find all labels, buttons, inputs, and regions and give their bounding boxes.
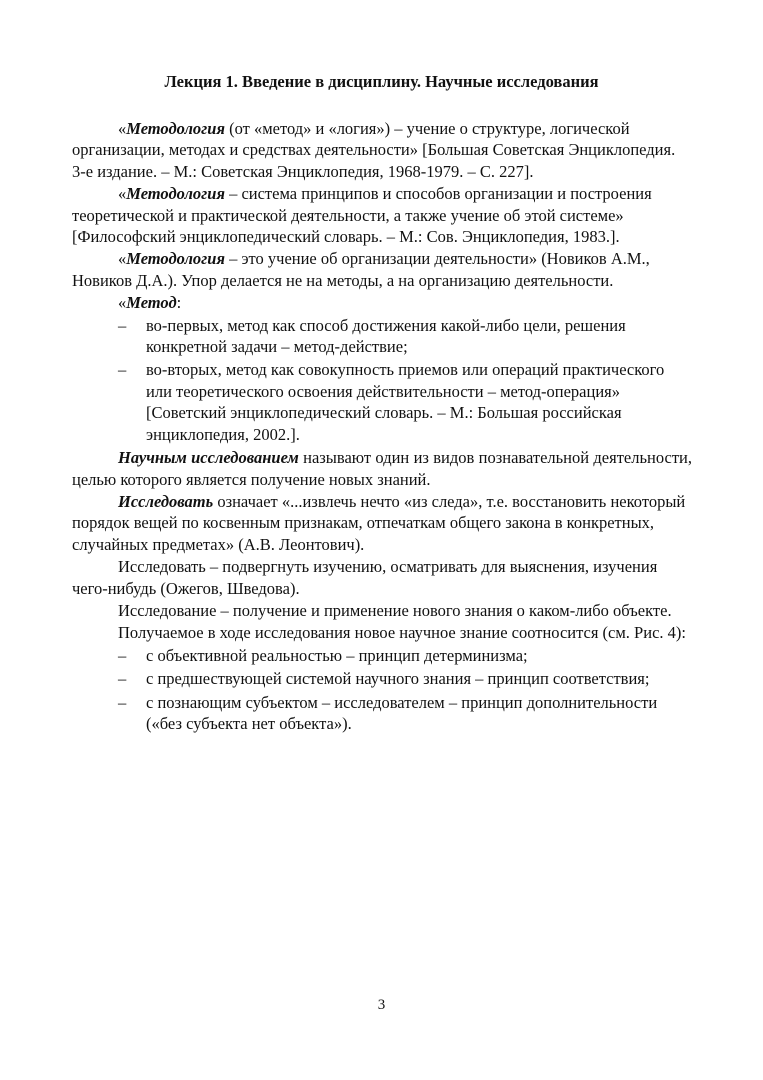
paragraph: Исследовать означает «...извлечь нечто «из следа», т.е. восстановить некоторый порядок вещей по косвенным признакам, отпечаткам общего закона в конкретных, случайных предметах» (А.В. Леонтович).	[72, 491, 686, 554]
paragraph: Исследовать – подвергнуть изучению, осматривать для выяснения, изучения чего-нибудь (Ожегов, Шведова).	[72, 557, 658, 598]
paragraph: «Методология – это учение об организации деятельности» (Новиков А.М., Новиков Д.А.). Упор делается не на методы, а на организацию деятельности.	[72, 249, 650, 290]
list-item: – во-вторых, метод как совокупность приемов или операций практического или теоретического освоения действительности – метод-операция» [Советский энциклопедический словарь. – М.: Большая российская энциклопедия, 2002.].	[118, 360, 665, 444]
paragraph: Получаемое в ходе исследования новое научное знание соотносится (см. Рис. 4):	[118, 623, 686, 643]
dash-bullet: –	[118, 645, 127, 665]
dash-bullet: –	[118, 692, 127, 712]
document-body	[72, 118, 692, 736]
term: Метод	[126, 293, 177, 313]
term: Методология	[126, 119, 225, 138]
paragraph: «Метод:	[118, 293, 182, 313]
paragraph: «Методология (от «метод» и «логия») – учение о структуре, логической организации, методах и средствах деятельности» [Большая Советская Энциклопедия. 3-е издание. – М.: Советская Энциклопедия, 1968-1979. – С. 227].	[72, 119, 676, 181]
paragraph: Исследование – получение и применение нового знания о каком-либо объекте.	[118, 600, 672, 620]
term: Методология	[126, 184, 225, 204]
paragraph: Научным исследованием называют один из видов познавательной деятельности, целью которого является получение новых знаний.	[72, 448, 692, 489]
list-item: – с объективной реальностью – принцип детерминизма;	[118, 645, 528, 665]
page-number: 3	[377, 997, 386, 1013]
term: Методология	[126, 249, 225, 269]
list-item: – с предшествующей системой научного знания – принцип соответствия;	[118, 669, 650, 689]
list-item: – с познающим субъектом – исследователем – принцип дополнительности («без субъекта нет объекта»).	[118, 692, 658, 733]
dash-bullet: –	[118, 360, 127, 380]
dash-bullet: –	[118, 315, 127, 335]
list-item: – во-первых, метод как способ достижения какой-либо цели, решения конкретной задачи – метод-действие;	[118, 315, 626, 357]
term: Научным исследованием	[118, 448, 299, 468]
paragraph: «Методология – система принципов и способов организации и построения теоретической и практической деятельности, а также учение об этой системе» [Философский энциклопедический словарь. – М.: Сов. Энциклопедия, 1983.].	[72, 184, 652, 247]
dash-bullet: –	[118, 669, 127, 689]
term: Исследовать	[118, 491, 214, 511]
lecture-title: Лекция 1. Введение в дисциплину. Научные исследования	[164, 72, 599, 91]
